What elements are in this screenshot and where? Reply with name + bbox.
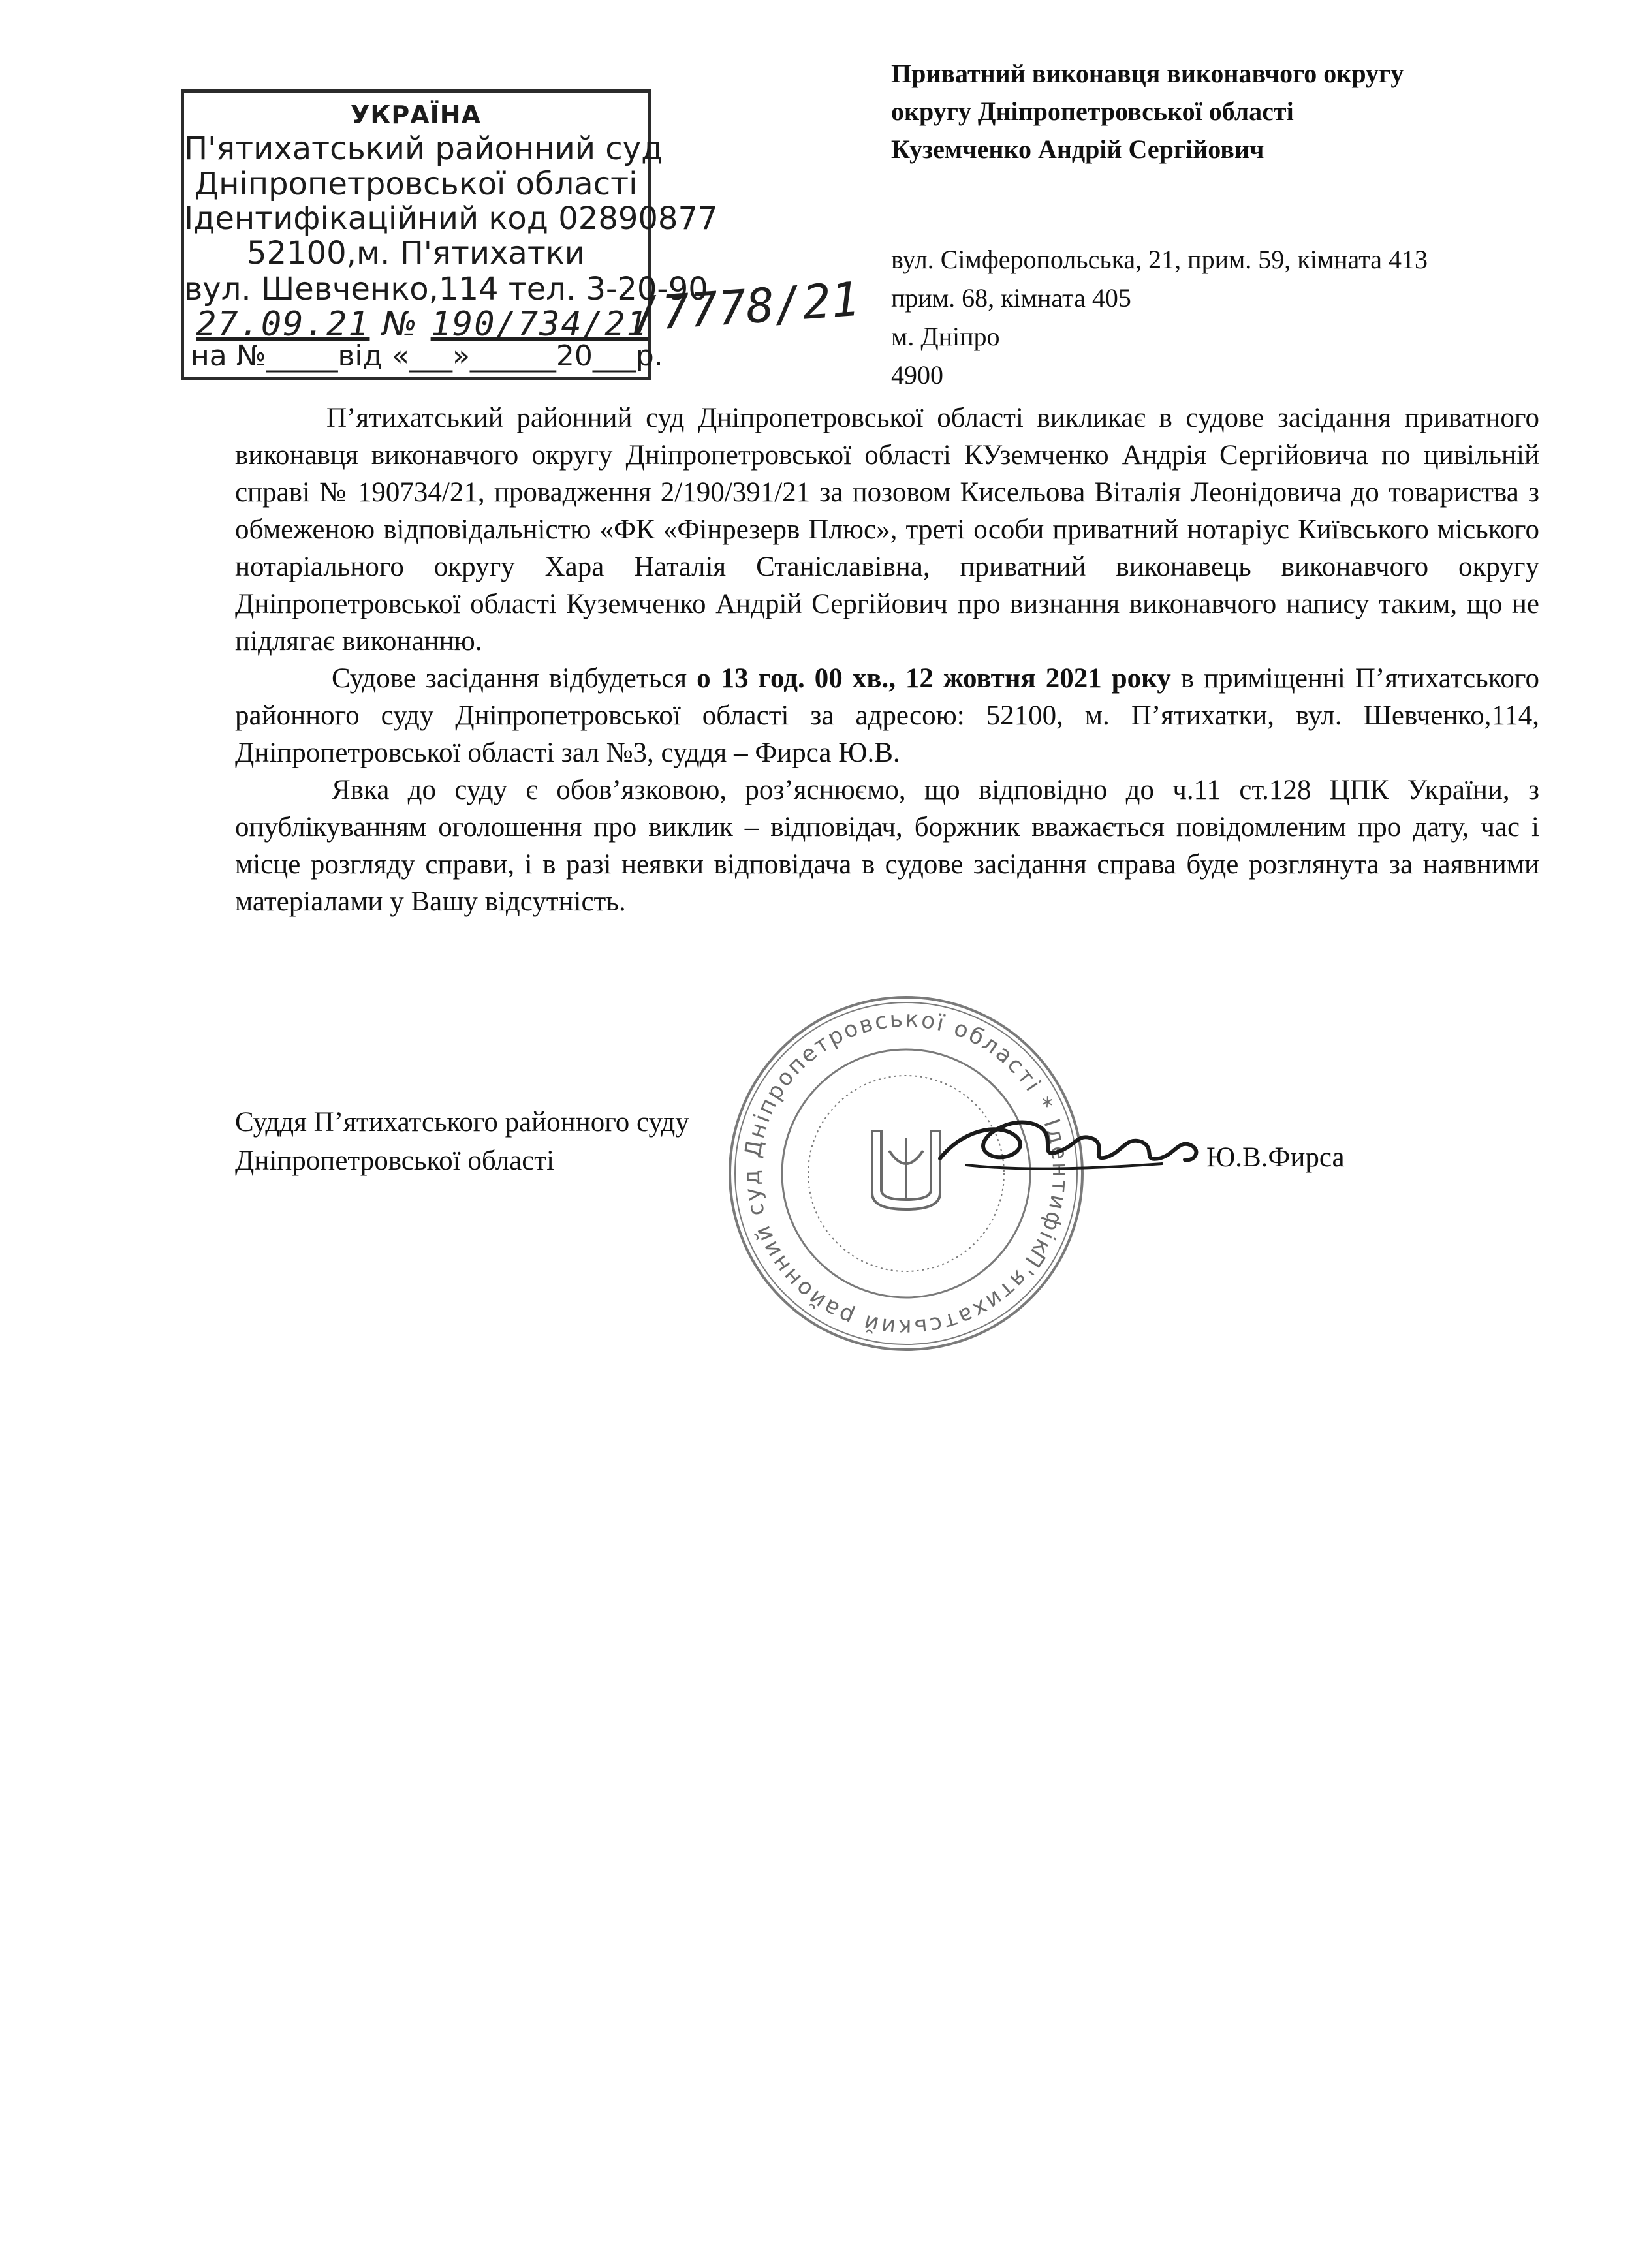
recipient-block <box>891 55 1583 394</box>
judge-name: Ю.В.Фирса <box>1206 1142 1345 1173</box>
address-line-2: прим. 68, кімната 405 <box>891 283 1131 313</box>
hearing-text-before: Судове засідання відбудеться <box>332 663 697 694</box>
outgoing-no-label: № <box>381 305 419 344</box>
hearing-datetime: о 13 год. 00 хв., 12 жовтня 2021 року <box>697 663 1171 694</box>
recipient-line-3: Куземченко Андрій Сергійович <box>891 134 1264 164</box>
registration-stamp <box>181 89 718 380</box>
stamp-incoming-line: на №_____від «___»______20___р. <box>191 339 663 373</box>
judge-title-line-2: Дніпропетровської області <box>235 1145 555 1176</box>
stamp-outgoing-line <box>196 305 648 344</box>
address-line-4: 4900 <box>891 360 943 390</box>
judge-signature <box>927 1087 1221 1204</box>
hearing-text-after: в приміщенні П’ятихатського районного суду Дніпропетровської області за адресою: 52100, м. П’ятихатки, вул. Шевченко,114, Дніпропетровської області зал №3, суддя – Фирса Ю.В. <box>235 663 1540 768</box>
paragraph-hearing <box>235 660 1539 771</box>
judge-title <box>235 1103 689 1180</box>
recipient-address <box>891 240 1583 394</box>
outgoing-number-tail: /7778/21 <box>631 271 861 342</box>
stamp-street-phone: вул. Шевченко,114 тел. 3-20-90 <box>184 271 708 307</box>
summons-body <box>235 399 1539 920</box>
stamp-country: УКРАЇНА <box>351 101 481 129</box>
recipient-line-1: Приватний виконавця виконавчого округу <box>891 59 1404 88</box>
stamp-id-code: Ідентифікаційний код 02890877 <box>184 200 718 237</box>
address-line-3: м. Дніпро <box>891 322 1000 351</box>
outgoing-number: 190/734/21 <box>430 305 648 344</box>
stamp-region: Дніпропетровської області <box>194 166 638 202</box>
address-line-1: вул. Сімферопольська, 21, прим. 59, кімната 413 <box>891 245 1428 274</box>
paragraph-summons: П’ятихатський районний суд Дніпропетровської області викликає в судове засідання приватного виконавця виконавчого округу Дніпропетровської області КУземченко Андрія Сергійовича по цивільній справі № 190734/21, провадження 2/190/391/21 за позовом Кисельова Віталія Леонідовича до товариства з обмеженою відповідальністю «ФК «Фінрезерв Плюс», треті особи приватний нотаріус Київського міського нотаріального округу Хара Наталія Станіславівна, приватний виконавець виконавчого округу Дніпропетровської області Куземченко Андрій Сергійович про визнання виконавчого напису таким, що не підлягає виконанню. <box>235 403 1539 657</box>
outgoing-date: 27.09.21 <box>196 305 370 344</box>
paragraph-attendance: Явка до суду є обов’язковою, роз’яснюємо, що відповідно до ч.11 ст.128 ЦПК України, з опублікуванням оголошення про виклик – відповідач, боржник вважається повідомленим про дату, час і місце розгляду справи, і в разі неявки відповідача в судове засідання справа буде розглянута за наявними матеріалами у Вашу відсутність. <box>235 775 1539 917</box>
stamp-court: П'ятихатський районний суд <box>184 131 663 167</box>
recipient-line-2: округу Дніпропетровської області <box>891 97 1294 126</box>
stamp-city: 52100,м. П'ятихатки <box>247 235 585 272</box>
seal-text: П'ятихатський районний суд Дніпропетровської області * Ідентифікаційний <box>738 1006 1074 1341</box>
judge-title-line-1: Суддя П’ятихатського районного суду <box>235 1107 689 1138</box>
